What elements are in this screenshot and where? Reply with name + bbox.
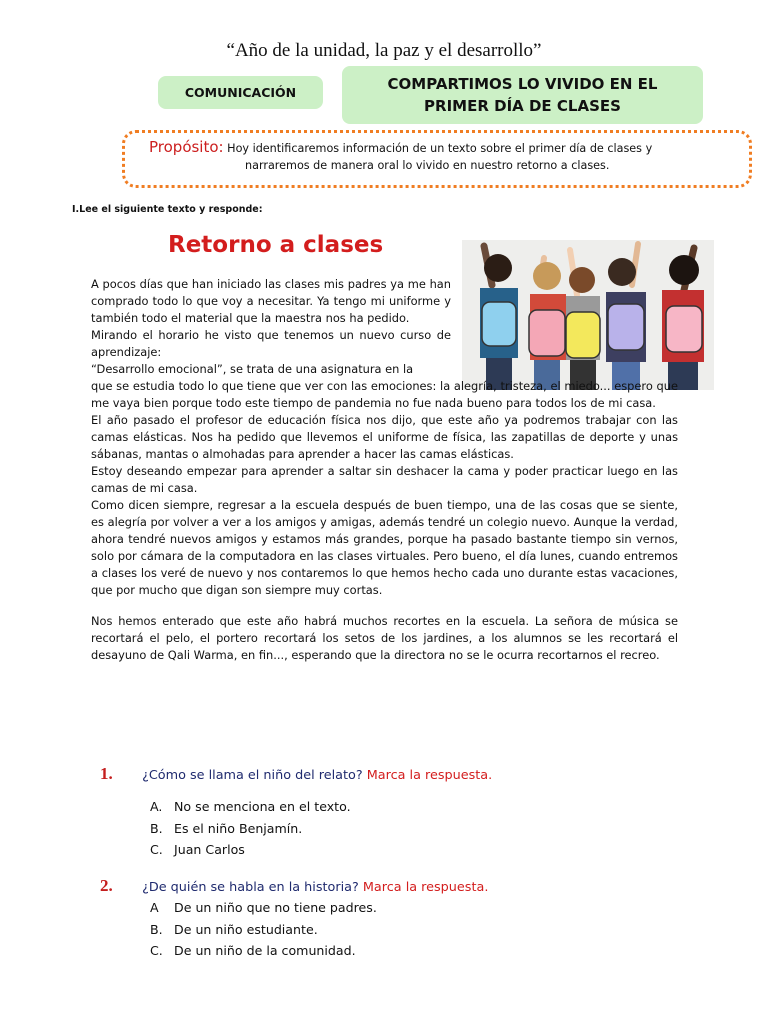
option-text: De un niño estudiante. [174,921,318,937]
motto-heading: “Año de la unidad, la paz y el desarrollo” [226,40,542,61]
answer-option[interactable] [150,839,351,861]
question-1-options [150,796,351,861]
story-paragraph: A pocos días que han iniciado las clases mis padres ya me han comprado todo lo que voy a necesitar. Ya tengo mi uniforme y también todo el material que la maestra nos ha pedido. [91,277,451,325]
purpose-line2: narraremos de manera oral lo vivido en nuestro retorno a clases. [245,159,610,172]
purpose-label: Propósito: [149,138,224,156]
session-title [342,66,703,124]
session-title-line2: PRIMER DÍA DE CLASES [424,97,621,115]
option-letter: C. [150,842,163,857]
question-hint: Marca la respuesta. [366,768,493,783]
story-paragraph: que se estudia todo lo que tiene que ver con las emociones: la alegría, tristeza, el miedo... espero que me vaya bien porque todo este tiempo de pandemia no fue nada bueno para todos los de mi casa. [91,379,678,410]
option-text: No se menciona en el texto. [174,799,351,814]
question-hint: Marca la respuesta. [362,880,489,895]
story-paragraph: “Desarrollo emocional”, se trata de una asignatura en la [91,362,414,376]
answer-option[interactable] [150,796,351,818]
question-2 [100,876,488,896]
question-number: 2. [100,876,113,895]
answer-option[interactable] [150,940,377,962]
story-paragraph: Estoy deseando empezar para aprender a saltar sin deshacer la cama y poder practicar luego en las camas de mi casa. [91,464,678,495]
answer-option[interactable] [150,919,377,941]
question-1 [100,764,492,784]
option-text: Juan Carlos [174,842,245,857]
question-text: ¿De quién se habla en la historia? [142,880,359,895]
session-title-line1: COMPARTIMOS LO VIVIDO EN EL [387,75,658,93]
question-number: 1. [100,764,113,783]
option-letter: B. [150,820,163,836]
answer-option[interactable] [150,897,377,919]
story-paragraph: Como dicen siempre, regresar a la escuela después de buen tiempo, una de las cosas que se siente, es alegría por volver a ver a los amigos y amigas, además tendré un colegio nuevo. Aunque la verdad, ahora tendré nuevos amigos y estamos más grandes, porque ha pasado bastante tiempo sin vernos, solo por cámara de la computadora en las clases virtuales. Pero bueno, el día lunes, cuando entremos a clases los veré de nuevo y nos contaremos lo que hemos hecho cada uno durante estas vacaciones, que por mucho que digan son siempre muy cortas. [91,498,678,597]
option-letter: A. [150,799,163,814]
question-text: ¿Cómo se llama el niño del relato? [142,768,363,783]
story-title: Retorno a clases [168,232,384,258]
story-paragraph: Mirando el horario he visto que tenemos un nuevo curso de aprendizaje: [91,328,451,359]
story-body [91,276,678,664]
subject-tag: COMUNICACIÓN [158,76,323,109]
option-text: Es el niño Benjamín. [174,820,303,836]
purpose-box [122,130,752,188]
option-letter: C. [150,943,163,958]
question-2-options [150,897,377,962]
option-letter: B. [150,921,163,937]
option-letter: A [150,900,159,915]
story-paragraph: Nos hemos enterado que este año habrá muchos recortes en la escuela. La señora de música se recortará el pelo, el portero recortará los setos de los jardines, a los alumnos se les recortará el desayuno de Qali Warma, en fin..., esperando que la directora no se le ocurra recortarnos el recreo. [91,614,678,662]
answer-option[interactable] [150,818,351,840]
option-text: De un niño de la comunidad. [174,943,356,958]
option-text: De un niño que no tiene padres. [174,900,377,915]
story-paragraph: El año pasado el profesor de educación física nos dijo, que este año ya podremos trabajar con las camas elásticas. Nos ha pedido que llevemos el uniforme de física, las zapatillas de deporte y unas sábanas, mantas o almohadas para aprender a hacer las camas elásticas. [91,413,678,461]
instruction-text: I.Lee el siguiente texto y responde: [72,204,263,215]
purpose-line1: Hoy identificaremos información de un texto sobre el primer día de clases y [227,142,653,155]
